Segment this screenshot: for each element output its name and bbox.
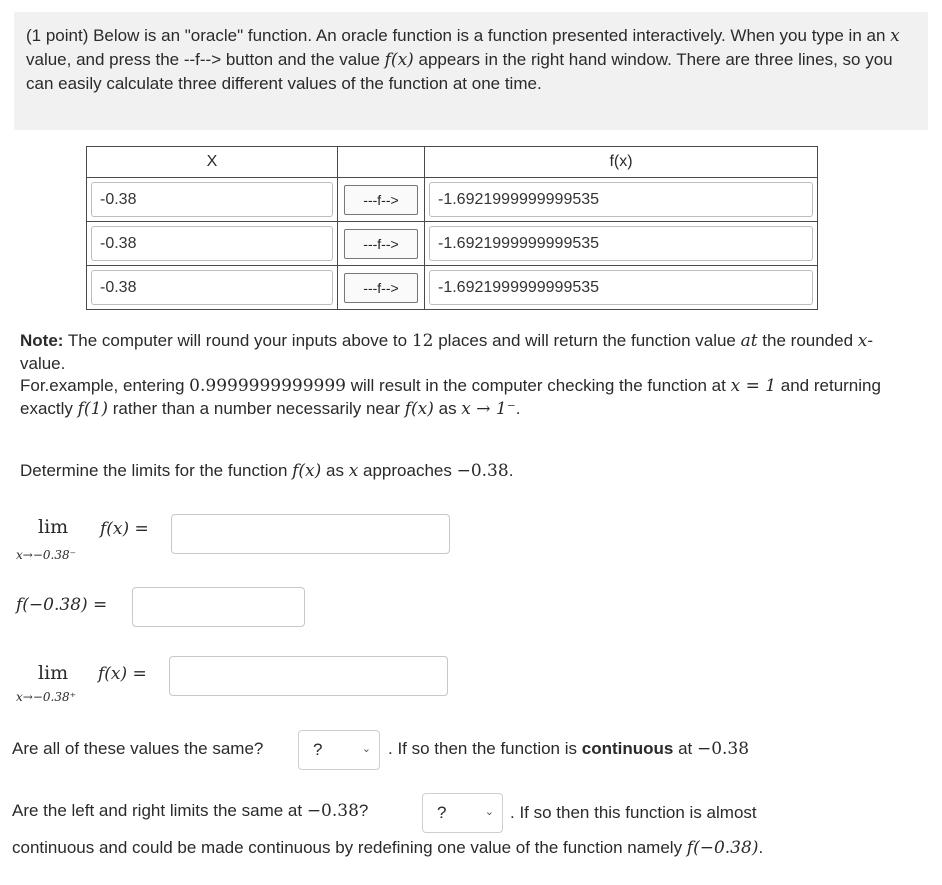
evaluate-button[interactable]: ---f--> [344, 229, 418, 259]
right-limit-fx: f(x) = [98, 664, 147, 684]
table-row [87, 178, 818, 222]
redefine-text: continuous and could be made continuous by redefining one value of the function namely f(−0.38). [12, 838, 764, 858]
note-text: Note: The computer will round your inputs above to 12 places and will return the function value at the rounded x-value. For.example, entering 0.9999999999999 will result in the computer checking the function at x = 1 and returning exactly f(1) rather than a number necessarily near f(x) as x → 1⁻. [20, 331, 881, 419]
f-value-label: f(−0.38) = [16, 595, 108, 615]
table-header [87, 147, 818, 178]
same-values-question: Are all of these values the same? [12, 739, 264, 758]
almost-continuous-text: . If so then this function is almost [510, 803, 757, 822]
table-row [87, 266, 818, 310]
right-limit-subscript: x→−0.38⁺ [16, 690, 76, 704]
left-limit-subscript: x→−0.38⁻ [16, 548, 76, 562]
oracle-table [86, 146, 818, 310]
chevron-down-icon: ⌄ [484, 806, 494, 818]
table-row [87, 222, 818, 266]
fx-output: -1.6921999999999535 [429, 226, 813, 261]
x-input[interactable]: -0.38 [91, 270, 333, 305]
fx-output: -1.6921999999999535 [429, 182, 813, 217]
continuity-text: . If so then the function is continuous at −0.38 [388, 739, 750, 759]
fx-output: -1.6921999999999535 [429, 270, 813, 305]
col-x-header: X [87, 147, 338, 178]
evaluate-button[interactable]: ---f--> [344, 185, 418, 215]
left-limit-label: lim [38, 516, 69, 538]
col-button-header [338, 147, 425, 178]
left-limit-answer-input[interactable] [171, 514, 450, 554]
right-limit-label: lim [38, 662, 69, 684]
same-values-select[interactable]: ? ⌄ [298, 730, 380, 770]
right-limit-answer-input[interactable] [169, 656, 448, 696]
evaluate-button[interactable]: ---f--> [344, 273, 418, 303]
intro-text: (1 point) Below is an "oracle" function. An oracle function is a function presented interactively. When you type in an x value, and press the --f--> button and the value f(x) appears in the right hand window. There are three lines, so you can easily calculate three different values of the function at one time. [26, 26, 900, 93]
limits-question: Determine the limits for the function f(x) as x approaches −0.38. [20, 461, 514, 481]
x-input[interactable]: -0.38 [91, 226, 333, 261]
chevron-down-icon: ⌄ [361, 743, 371, 755]
left-limit-fx: f(x) = [100, 519, 149, 539]
f-value-answer-input[interactable] [132, 587, 305, 627]
left-right-select[interactable]: ? ⌄ [422, 793, 503, 833]
col-fx-header: f(x) [425, 147, 818, 178]
left-right-question: Are the left and right limits the same at −0.38? [12, 801, 369, 821]
x-input[interactable]: -0.38 [91, 182, 333, 217]
